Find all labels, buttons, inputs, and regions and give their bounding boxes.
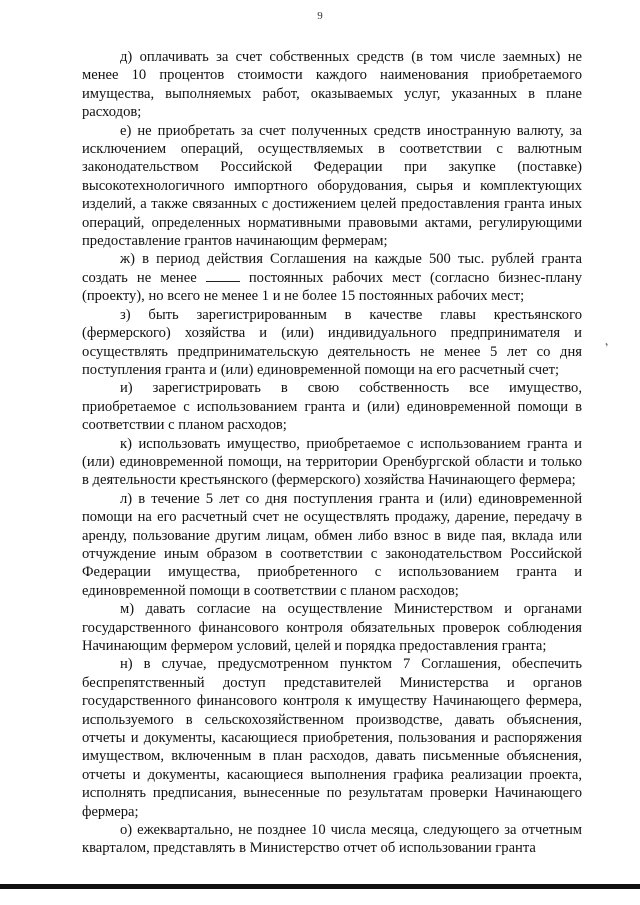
paragraph-o: о) ежеквартально, не позднее 10 числа месяца, следующего за отчетным кварталом, представлять в Министерство отчет об использовании гранта bbox=[82, 822, 582, 857]
paragraph-zh bbox=[82, 250, 582, 305]
paragraph-e: е) не приобретать за счет полученных средств иностранную валюту, за исключением операций, осуществляемых в соответствии с валютным законодательством Российской Федерации при закупке (поставке) высокотехнологичного импортного оборудования, сырья и комплектующих изделий, а также связанных с достижением целей предоставления гранта иных операций, определенных нормативными правовыми актами, регулирующими предоставление грантов начинающим фермерам; bbox=[82, 122, 582, 250]
paragraph-l: л) в течение 5 лет со дня поступления гранта и (или) единовременной помощи на его расчетный счет не осуществлять продажу, дарение, передачу в аренду, пользование другим лицам, обмен либо взнос в виде пая, вклада или отчуждение иным образом в соответствии с законодательством Российской Федерации имущества, приобретенного с использованием гранта и единовременной помощи в соответствии с планом расходов; bbox=[82, 490, 582, 599]
document-body bbox=[82, 48, 582, 858]
fill-in-blank bbox=[206, 269, 240, 282]
paragraph-i: и) зарегистрировать в свою собственность все имущество, приобретаемое с использованием гранта и (или) единовременной помощи в соответствии с планом расходов; bbox=[82, 380, 582, 434]
page-number: 9 bbox=[317, 10, 323, 22]
margin-mark: ’ bbox=[603, 339, 613, 355]
paragraph-zh-start: ж) в период действия Соглашения на каждые 500 тыс. рублей гранта создать не менее bbox=[82, 251, 582, 286]
paragraph-zh-end: постоянных рабочих мест (согласно бизнес-плану (проекту), но всего не менее 1 и не более 15 постоянных рабочих мест; bbox=[82, 269, 582, 305]
paragraph-n: н) в случае, предусмотренном пунктом 7 Соглашения, обеспечить беспрепятственный доступ представителей Министерства и органов государственного финансового контроля к имуществу Начинающего фермера, используемого в сельскохозяйственном производстве, давать объяснения, отчеты и документы, касающиеся приобретения, пользования и распоряжения имуществом, включенным в план расходов, давать письменные объяснения, отчеты и документы, касающиеся выполнения графика реализации проекта, исполнять предписания, вынесенные по результатам проверки Начинающего фермера; bbox=[82, 656, 582, 820]
paragraph-m: м) давать согласие на осуществление Министерством и органами государственного финансового контроля обязательных проверок соблюдения Начинающим фермером условий, целей и порядка предоставления гранта; bbox=[82, 601, 582, 654]
paragraph-d: д) оплачивать за счет собственных средств (в том числе заемных) не менее 10 процентов стоимости каждого наименования приобретаемого имущества, выполняемых работ, оказываемых услуг, указанных в плане расходов; bbox=[82, 49, 582, 121]
bottom-border-line bbox=[0, 884, 640, 889]
paragraph-z: з) быть зарегистрированным в качестве главы крестьянского (фермерского) хозяйства и (или) индивидуального предпринимателя и осуществлять предпринимательскую деятельность не менее 5 лет со дня поступления гранта и (или) единовременной помощи на его расчетный счет; bbox=[82, 306, 582, 378]
paragraph-k: к) использовать имущество, приобретаемое с использованием гранта и (или) единовременной помощи, на территории Оренбургской области и только в деятельности крестьянского (фермерского) хозяйства Начинающего фермера; bbox=[82, 435, 582, 489]
